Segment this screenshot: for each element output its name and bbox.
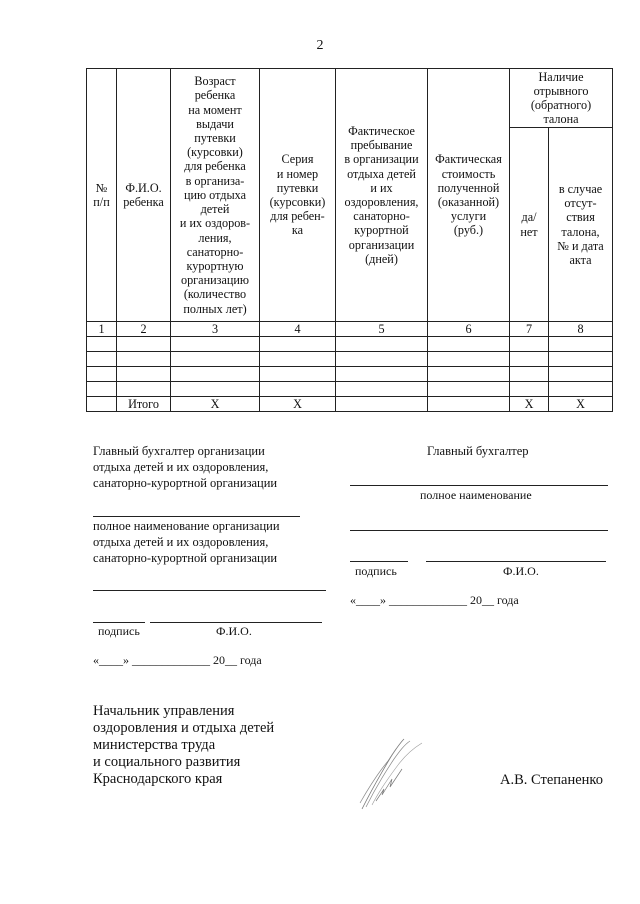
table-cell — [260, 337, 336, 352]
table-row — [87, 337, 613, 352]
signatory-name: А.В. Степаненко — [500, 772, 603, 788]
table-cell — [260, 382, 336, 397]
table-cell — [510, 337, 549, 352]
header-missing-coupon: в случае отсут- ствия талона, № и дата акта — [549, 128, 613, 322]
total-cell: Х — [171, 397, 260, 412]
total-cell — [336, 397, 428, 412]
page-number: 2 — [316, 38, 324, 53]
right-signature-line — [350, 561, 408, 562]
table-cell — [510, 352, 549, 367]
table-cell — [549, 337, 613, 352]
full-name-line — [350, 485, 608, 486]
table-cell — [428, 367, 510, 382]
left-signature-line — [93, 622, 145, 623]
column-number: 5 — [336, 322, 428, 337]
table-cell — [87, 382, 117, 397]
table-cell — [510, 367, 549, 382]
header-age: Возраст ребенка на момент выдачи путевки (курсовки) для ребенка в организа- цию отдыха детей и их оздоров- ления, санаторно- курортную организацию (количество полных лет) — [171, 69, 260, 322]
table-cell — [549, 382, 613, 397]
column-number-row — [87, 322, 613, 337]
column-number: 7 — [510, 322, 549, 337]
right-fio-line — [426, 561, 606, 562]
table-cell — [171, 382, 260, 397]
table-cell — [336, 367, 428, 382]
table-row — [87, 352, 613, 367]
org-accountant-title: Главный бухгалтер организации отдыха детей и их оздоровления, санаторно-курортной организации — [93, 444, 278, 490]
column-number: 1 — [87, 322, 117, 337]
column-number: 6 — [428, 322, 510, 337]
right-fio-caption: Ф.И.О. — [503, 564, 539, 578]
table-cell — [336, 337, 428, 352]
total-cell — [87, 397, 117, 412]
right-signature-caption: подпись — [355, 564, 397, 578]
table-row — [87, 367, 613, 382]
total-cell: Итого — [117, 397, 171, 412]
left-fio-caption: Ф.И.О. — [216, 624, 252, 638]
total-cell: Х — [260, 397, 336, 412]
header-num: № п/п — [87, 69, 117, 322]
accountant-title: Главный бухгалтер — [427, 444, 529, 458]
total-cell: Х — [549, 397, 613, 412]
table-cell — [117, 382, 171, 397]
column-number: 4 — [260, 322, 336, 337]
extra-name-line — [350, 530, 608, 531]
header-yes-no: да/ нет — [510, 128, 549, 322]
handwritten-signature — [352, 735, 442, 815]
table-cell — [87, 367, 117, 382]
table-cell — [336, 352, 428, 367]
table-cell — [549, 352, 613, 367]
table-cell — [428, 382, 510, 397]
left-signature-caption: подпись — [98, 624, 140, 638]
table-cell — [87, 337, 117, 352]
left-date-line: «____» _____________ 20__ года — [93, 653, 262, 667]
full-name-caption: полное наименование — [420, 488, 532, 502]
table-cell — [428, 337, 510, 352]
table-cell — [336, 382, 428, 397]
column-number: 3 — [171, 322, 260, 337]
table-cell — [510, 382, 549, 397]
column-number: 2 — [117, 322, 171, 337]
total-row — [87, 397, 613, 412]
table-cell — [171, 337, 260, 352]
total-cell: Х — [510, 397, 549, 412]
table-cell — [549, 367, 613, 382]
table-cell — [260, 367, 336, 382]
header-fio: Ф.И.О. ребенка — [117, 69, 171, 322]
total-cell — [428, 397, 510, 412]
org-name-caption: полное наименование организации отдыха детей и их оздоровления, санаторно-курортной организации — [93, 519, 280, 565]
left-fio-line — [150, 622, 322, 623]
table-cell — [171, 367, 260, 382]
header-series: Серия и номер путевки (курсовки) для ребен- ка — [260, 69, 336, 322]
header-coupon-group: Наличие отрывного (обратного) талона — [510, 69, 613, 128]
table-cell — [117, 337, 171, 352]
extra-line — [93, 590, 326, 591]
header-cost: Фактическая стоимость полученной (оказанной) услуги (руб.) — [428, 69, 510, 322]
table-cell — [117, 367, 171, 382]
signatory-title: Начальник управления оздоровления и отдыха детей министерства труда и социального развития Краснодарского края — [93, 703, 275, 787]
table-cell — [87, 352, 117, 367]
header-actual-stay: Фактическое пребывание в организации отдыха детей и их оздоровления, санаторно- курортной организации (дней) — [336, 69, 428, 322]
table-cell — [117, 352, 171, 367]
right-date-line: «____» _____________ 20__ года — [350, 593, 519, 607]
table-cell — [428, 352, 510, 367]
table-row — [87, 382, 613, 397]
children-report-table — [86, 68, 613, 412]
table-cell — [260, 352, 336, 367]
org-name-line — [93, 516, 300, 517]
table-cell — [171, 352, 260, 367]
column-number: 8 — [549, 322, 613, 337]
